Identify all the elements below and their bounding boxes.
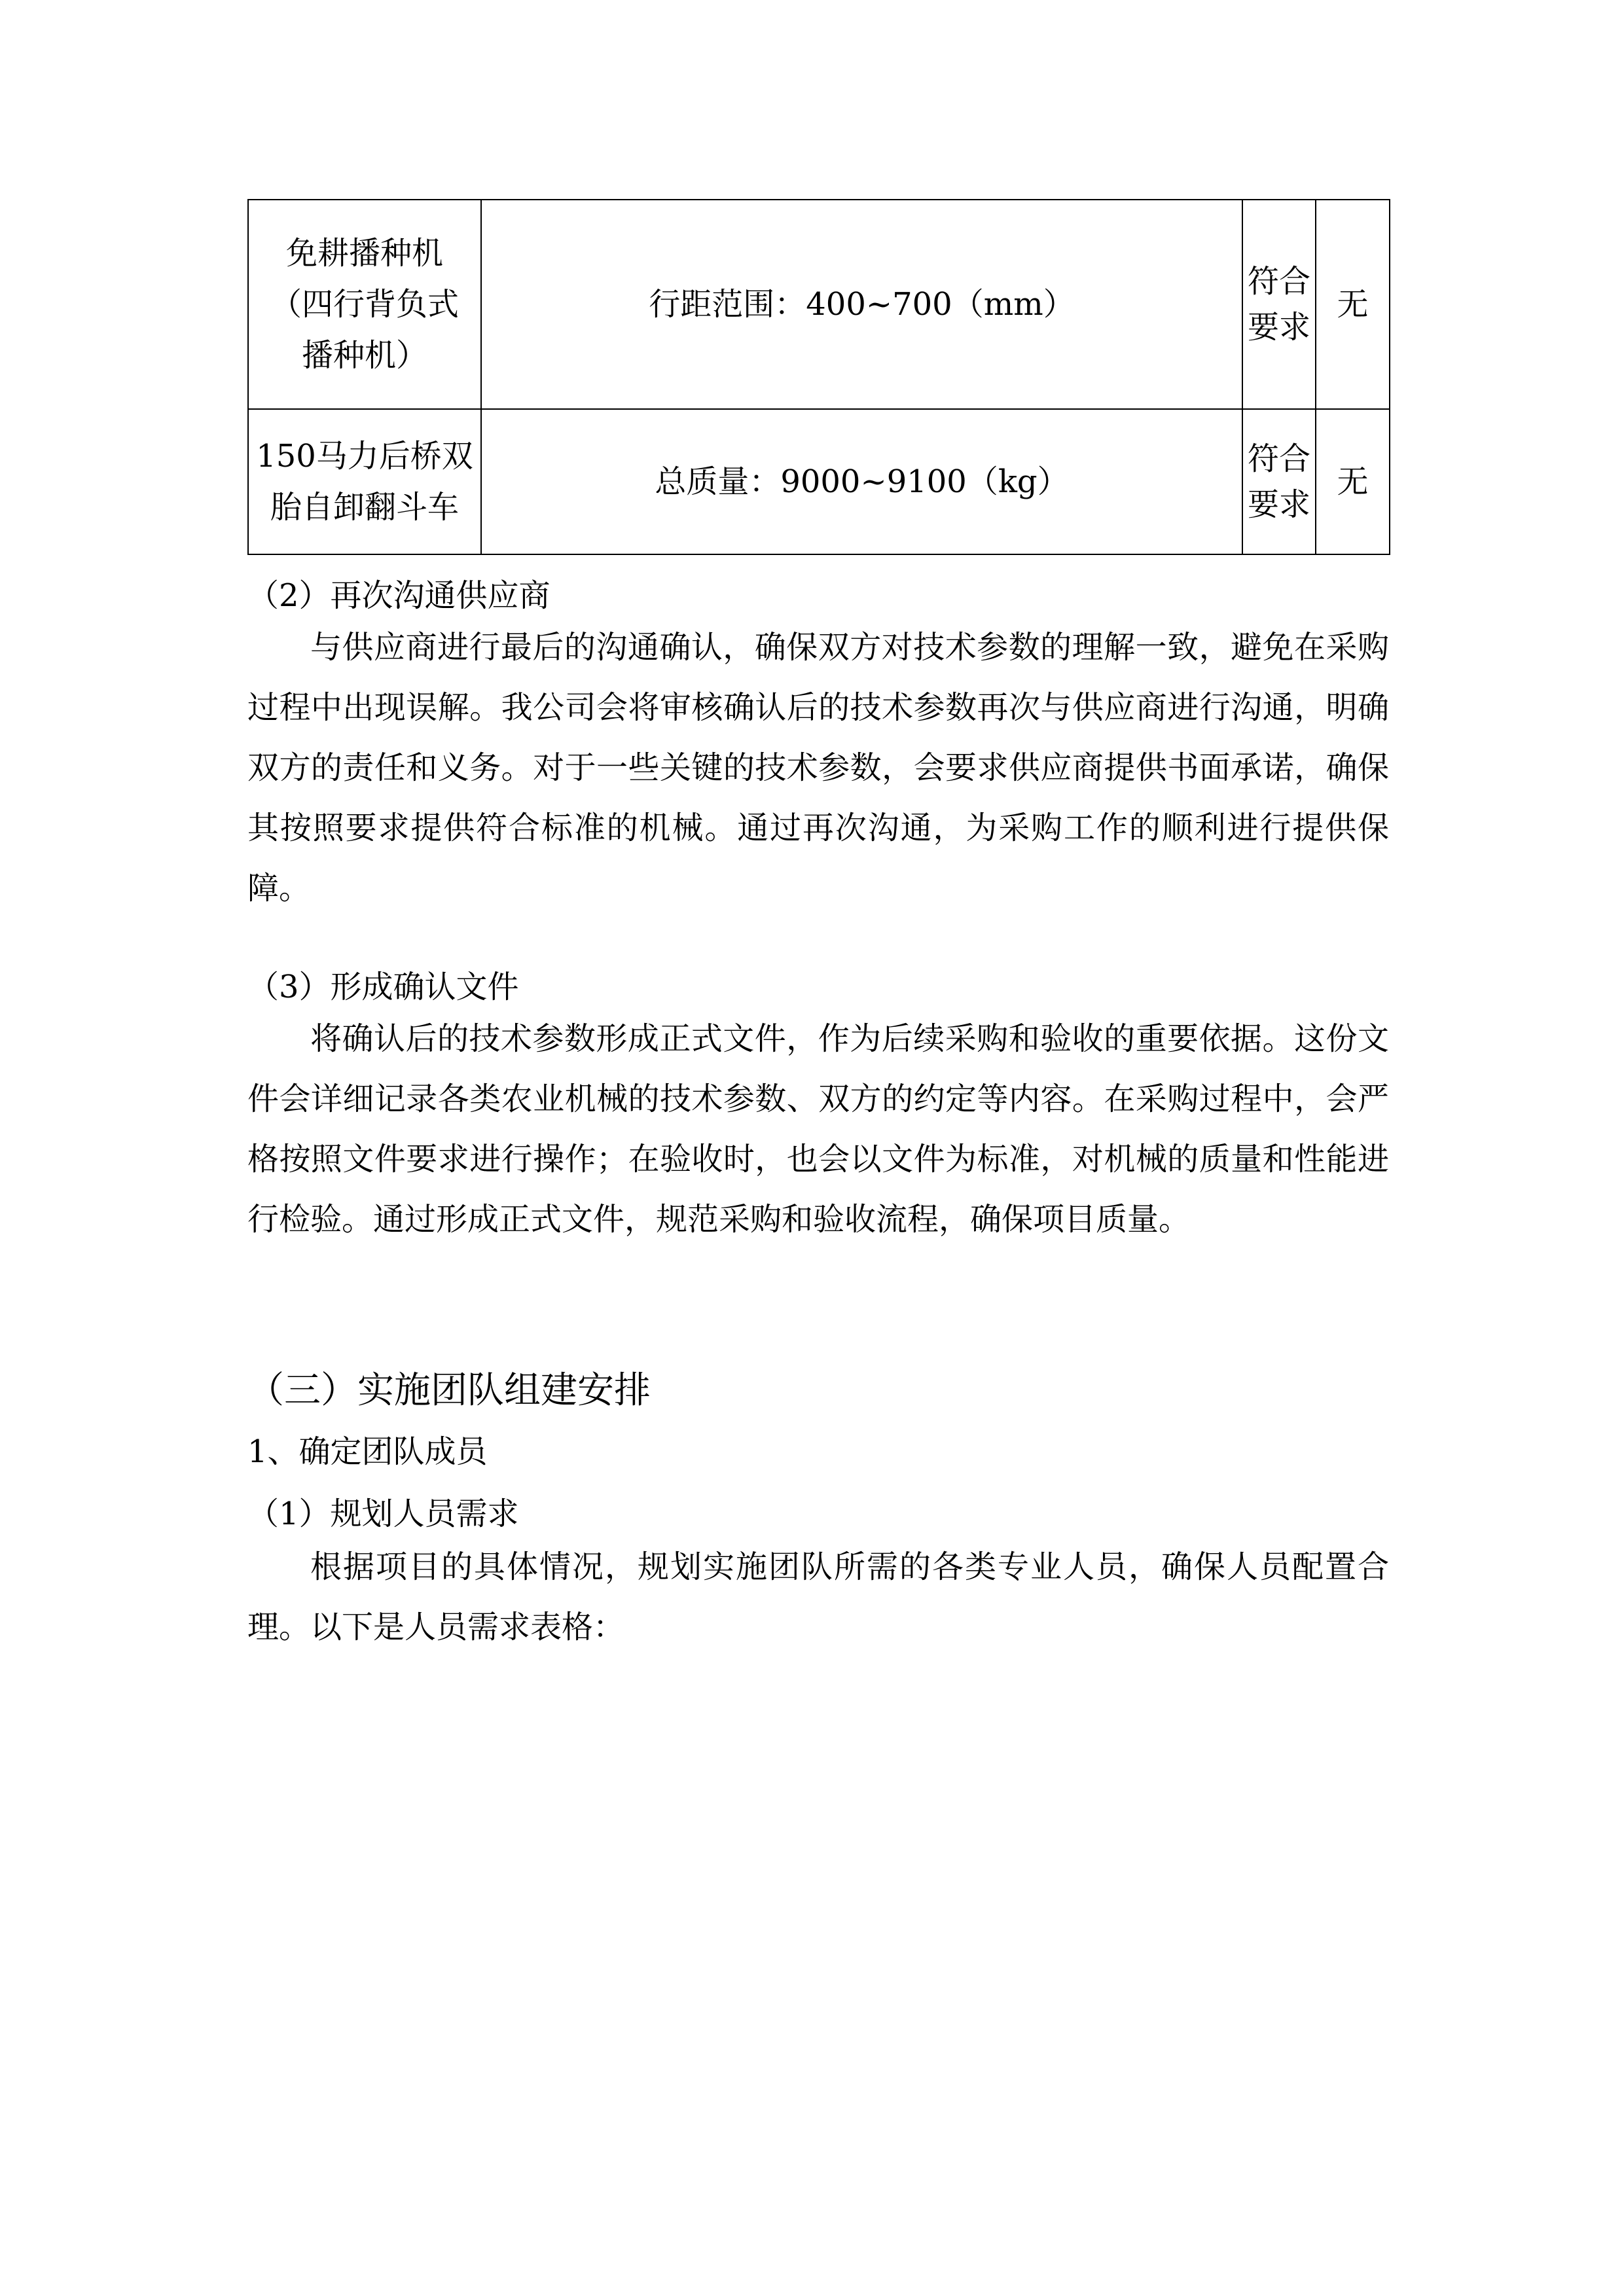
equipment-name-cell [248, 200, 481, 409]
paragraph-communicate-supplier: 与供应商进行最后的沟通确认，确保双方对技术参数的理解一致，避免在采购过程中出现误解。我公司会将审核确认后的技术参数再次与供应商进行沟通，明确双方的责任和义务。对于一些关键的技术参数，会要求供应商提供书面承诺，确保其按照要求提供符合标准的机械。通过再次沟通，为采购工作的顺利进行提供保障。 [247, 629, 1389, 906]
compliance-line: 符合 [1247, 440, 1310, 477]
equipment-name-cell [248, 409, 481, 554]
table-row [248, 200, 1390, 409]
equipment-parameter-table [247, 199, 1390, 555]
subheading-plan-staff: （1）规划人员需求 [247, 1496, 519, 1532]
equipment-name-line: 播种机） [301, 337, 427, 374]
parameter-cell: 总质量：9000~9100（kg） [481, 409, 1242, 554]
deviation-cell: 无 [1316, 200, 1390, 409]
item-confirm-members: 1、确定团队成员 [247, 1433, 488, 1470]
compliance-cell [1242, 200, 1316, 409]
subheading-communicate-supplier: （2）再次沟通供应商 [247, 577, 550, 614]
equipment-name-line: 胎自卸翻斗车 [270, 489, 459, 526]
equipment-name-line: （四行背负式 [270, 286, 459, 323]
equipment-name-line: 免耕播种机 [285, 235, 443, 272]
section-title-team: （三）实施团队组建安排 [247, 1369, 651, 1412]
subheading-confirm-document: （3）形成确认文件 [247, 969, 519, 1005]
compliance-line: 要求 [1247, 486, 1310, 523]
parameter-cell: 行距范围：400~700（mm） [481, 200, 1242, 409]
table-row [248, 409, 1390, 554]
compliance-line: 符合 [1247, 263, 1310, 300]
deviation-cell: 无 [1316, 409, 1390, 554]
compliance-cell [1242, 409, 1316, 554]
equipment-name-line: 150马力后桥双 [256, 438, 473, 475]
paragraph-plan-staff: 根据项目的具体情况，规划实施团队所需的各类专业人员，确保人员配置合理。以下是人员需求表格： [247, 1549, 1389, 1645]
compliance-line: 要求 [1247, 309, 1310, 346]
paragraph-confirm-document: 将确认后的技术参数形成正式文件，作为后续采购和验收的重要依据。这份文件会详细记录各类农业机械的技术参数、双方的约定等内容。在采购过程中，会严格按照文件要求进行操作；在验收时，也会以文件为标准，对机械的质量和性能进行检验。通过形成正式文件，规范采购和验收流程，确保项目质量。 [247, 1020, 1389, 1238]
